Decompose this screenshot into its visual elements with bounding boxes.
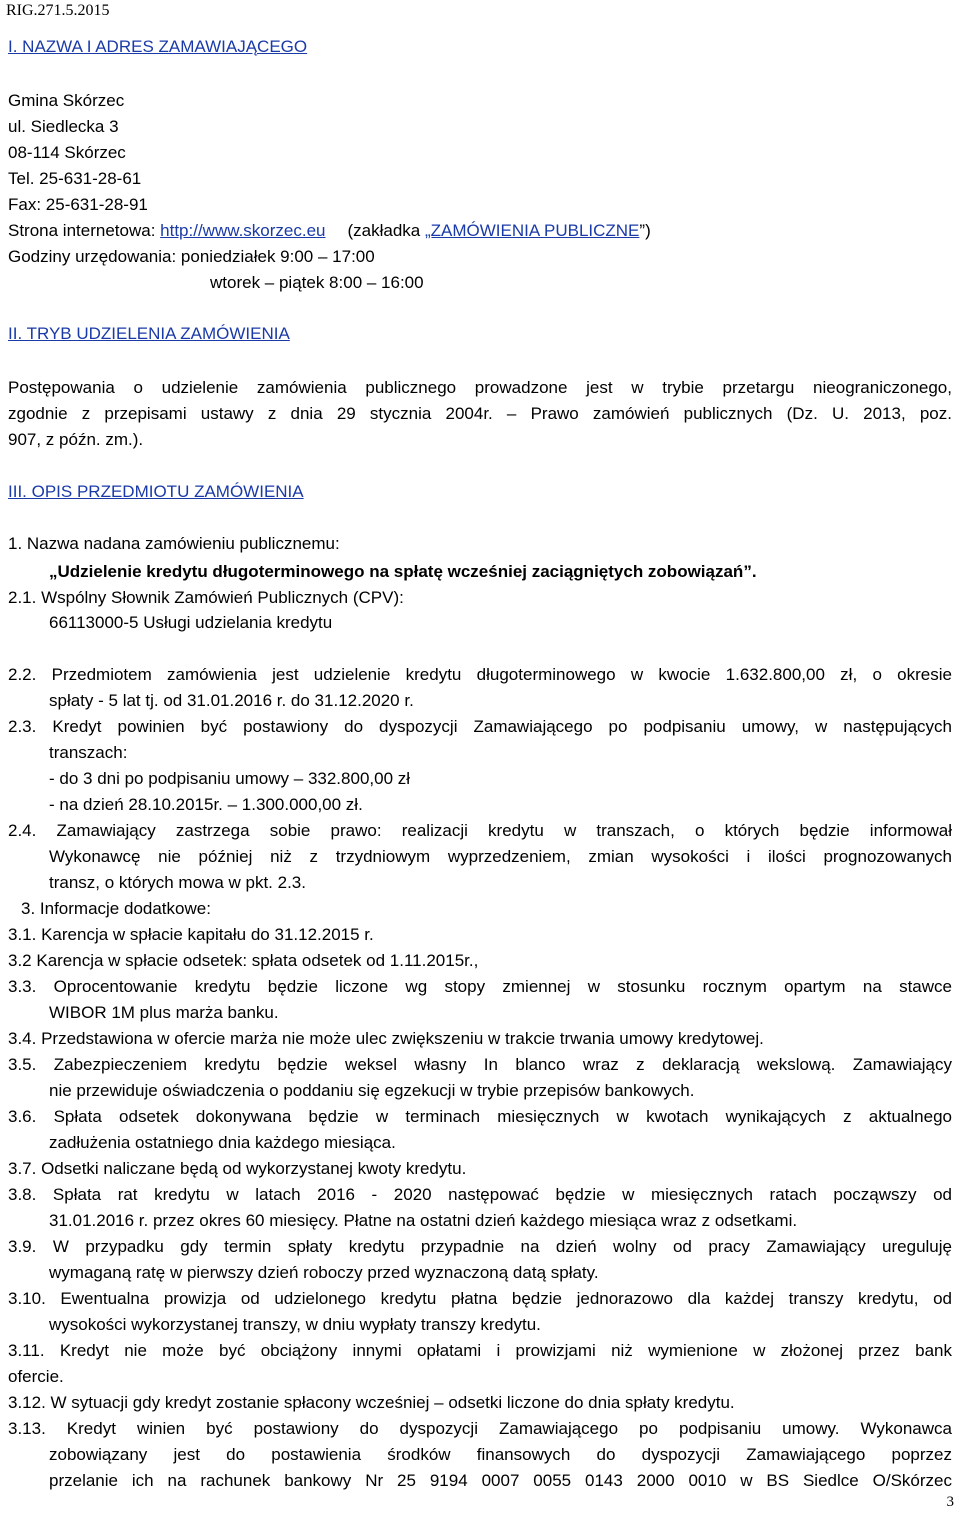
item-3-13-line-3: przelanie ich na rachunek bankowy Nr 25 9194 0007 0055 0143 2000 0010 w BS Siedlce O/Skórzec: [49, 1471, 952, 1490]
contracting-authority-name: Gmina Skórzec: [8, 91, 125, 110]
website-link[interactable]: http://www.skorzec.eu: [160, 221, 326, 240]
procedure-line-2: zgodnie z przepisami ustawy z dnia 29 stycznia 2004r. – Prawo zamówień publicznych (Dz. U. 2013, poz.: [8, 404, 952, 423]
fax: Fax: 25-631-28-91: [8, 195, 148, 214]
item-3-12: 3.12. W sytuacji gdy kredyt zostanie spłacony wcześniej – odsetki liczone do dnia spłaty kredytu.: [8, 1393, 735, 1412]
section-1-title: I. NAZWA I ADRES ZAMAWIAJĄCEGO: [8, 37, 308, 56]
tranche-1: - do 3 dni po podpisaniu umowy – 332.800,00 zł: [49, 769, 411, 788]
section-3-title: III. OPIS PRZEDMIOTU ZAMÓWIENIA: [8, 482, 304, 501]
item-3-3-line-2: WIBOR 1M plus marża banku.: [49, 1003, 279, 1022]
item-2-2-line-1: 2.2. Przedmiotem zamówienia jest udzielenie kredytu długoterminowego w kwocie 1.632.800,00 zł, o okresie: [8, 665, 952, 684]
cpv-code: 66113000-5 Usługi udzielania kredytu: [49, 613, 333, 632]
item-3-3-line-1: 3.3. Oprocentowanie kredytu będzie liczone wg stopy zmiennej w stosunku rocznym opartym na stawce: [8, 977, 952, 996]
procedure-line-3: 907, z późn. zm.).: [8, 430, 144, 449]
item-3-5-line-1: 3.5. Zabezpieczeniem kredytu będzie weksel własny In blanco wraz z deklaracją wekslową. Zamawiający: [8, 1055, 952, 1074]
contract-title: „Udzielenie kredytu długoterminowego na spłatę wcześniej zaciągniętych zobowiązań”.: [49, 562, 757, 581]
telephone: Tel. 25-631-28-61: [8, 169, 142, 188]
office-hours-weekday: Godziny urzędowania: poniedziałek 9:00 – 17:00: [8, 247, 375, 266]
item-3-11-line-2: ofercie.: [8, 1367, 64, 1386]
item-3-11-line-1: 3.11. Kredyt nie może być obciążony innymi opłatami i prowizjami niż wymienione w złożonej przez bank: [8, 1341, 952, 1360]
item-2-4-line-3: transz, o których mowa w pkt. 2.3.: [49, 873, 306, 892]
item-2-4-line-1: 2.4. Zamawiający zastrzega sobie prawo: realizacji kredytu w transzach, o których będzie informował: [8, 821, 952, 840]
item-3-13-line-1: 3.13. Kredyt winien być postawiony do dyspozycji Zamawiającego po podpisaniu umowy. Wykonawca: [8, 1419, 952, 1438]
item-2-2-line-2: spłaty - 5 lat tj. od 31.01.2016 r. do 31.12.2020 r.: [49, 691, 414, 710]
item-3-13-line-2: zobowiązany jest do postawienia środków finansowych do dyspozycji Zamawiającego poprzez: [49, 1445, 952, 1464]
procedure-line-1: Postępowania o udzielenie zamówienia publicznego prowadzone jest w trybie przetargu nieograniczonego,: [8, 378, 952, 397]
item-2-4-line-2: Wykonawcę nie później niż z trzydniowym wyprzedzeniem, zmian wysokości i ilości prognozowanych: [49, 847, 952, 866]
item-3: 3. Informacje dodatkowe:: [21, 899, 211, 918]
item-3-10-line-2: wysokości wykorzystanej transzy, w dniu wypłaty transzy kredytu.: [49, 1315, 541, 1334]
website-tab-suffix: ”): [639, 221, 651, 240]
website-tab-prefix: (zakładka: [347, 221, 425, 240]
item-2-3-line-2: transzach:: [49, 743, 128, 762]
item-2-3-line-1: 2.3. Kredyt powinien być postawiony do dyspozycji Zamawiającego po podpisaniu umowy, w następujących: [8, 717, 952, 736]
item-3-6-line-1: 3.6. Spłata odsetek dokonywana będzie w terminach miesięcznych w kwotach wynikających z aktualnego: [8, 1107, 952, 1126]
office-hours-tue-fri: wtorek – piątek 8:00 – 16:00: [210, 273, 424, 292]
website-row: [8, 220, 952, 242]
item-3-2: 3.2 Karencja w spłacie odsetek: spłata odsetek od 1.11.2015r.,: [8, 951, 479, 970]
item-3-8-line-2: 31.01.2016 r. przez okres 60 miesięcy. Płatne na ostatni dzień każdego miesiąca wraz z odsetkami.: [49, 1211, 798, 1230]
item-3-10-line-1: 3.10. Ewentualna prowizja od udzielonego kredytu płatna będzie jednorazowo dla każdej transzy kredytu, od: [8, 1289, 952, 1308]
website-label: Strona internetowa:: [8, 221, 161, 240]
tranche-2: - na dzień 28.10.2015r. – 1.300.000,00 zł.: [49, 795, 363, 814]
item-3-5-line-2: nie przewiduje oświadczenia o poddaniu się egzekucji w trybie przepisów bankowych.: [49, 1081, 695, 1100]
item-3-1: 3.1. Karencja w spłacie kapitału do 31.12.2015 r.: [8, 925, 374, 944]
item-2-1: 2.1. Wspólny Słownik Zamówień Publicznych (CPV):: [8, 588, 404, 607]
section-2-title: II. TRYB UDZIELENIA ZAMÓWIENIA: [8, 324, 290, 343]
document-reference: RIG.271.5.2015: [6, 2, 110, 19]
address-street: ul. Siedlecka 3: [8, 117, 119, 136]
item-3-4: 3.4. Przedstawiona w ofercie marża nie może ulec zwiększeniu w trakcie trwania umowy kredytowej.: [8, 1029, 764, 1048]
item-1: 1. Nazwa nadana zamówieniu publicznemu:: [8, 534, 340, 553]
item-3-6-line-2: zadłużenia ostatniego dnia każdego miesiąca.: [49, 1133, 396, 1152]
item-3-9-line-1: 3.9. W przypadku gdy termin spłaty kredytu przypadnie na dzień wolny od pracy Zamawiający ureguluję: [8, 1237, 952, 1256]
public-procurement-tab-link[interactable]: „ZAMÓWIENIA PUBLICZNE: [424, 221, 640, 240]
page-number: 3: [946, 1494, 954, 1510]
item-3-8-line-1: 3.8. Spłata rat kredytu w latach 2016 - 2020 następować będzie w miesięcznych ratach począwszy od: [8, 1185, 952, 1204]
address-postal: 08-114 Skórzec: [8, 143, 126, 162]
item-3-9-line-2: wymaganą ratę w pierwszy dzień roboczy przed wyznaczoną datą spłaty.: [49, 1263, 599, 1282]
item-3-7: 3.7. Odsetki naliczane będą od wykorzystanej kwoty kredytu.: [8, 1159, 467, 1178]
